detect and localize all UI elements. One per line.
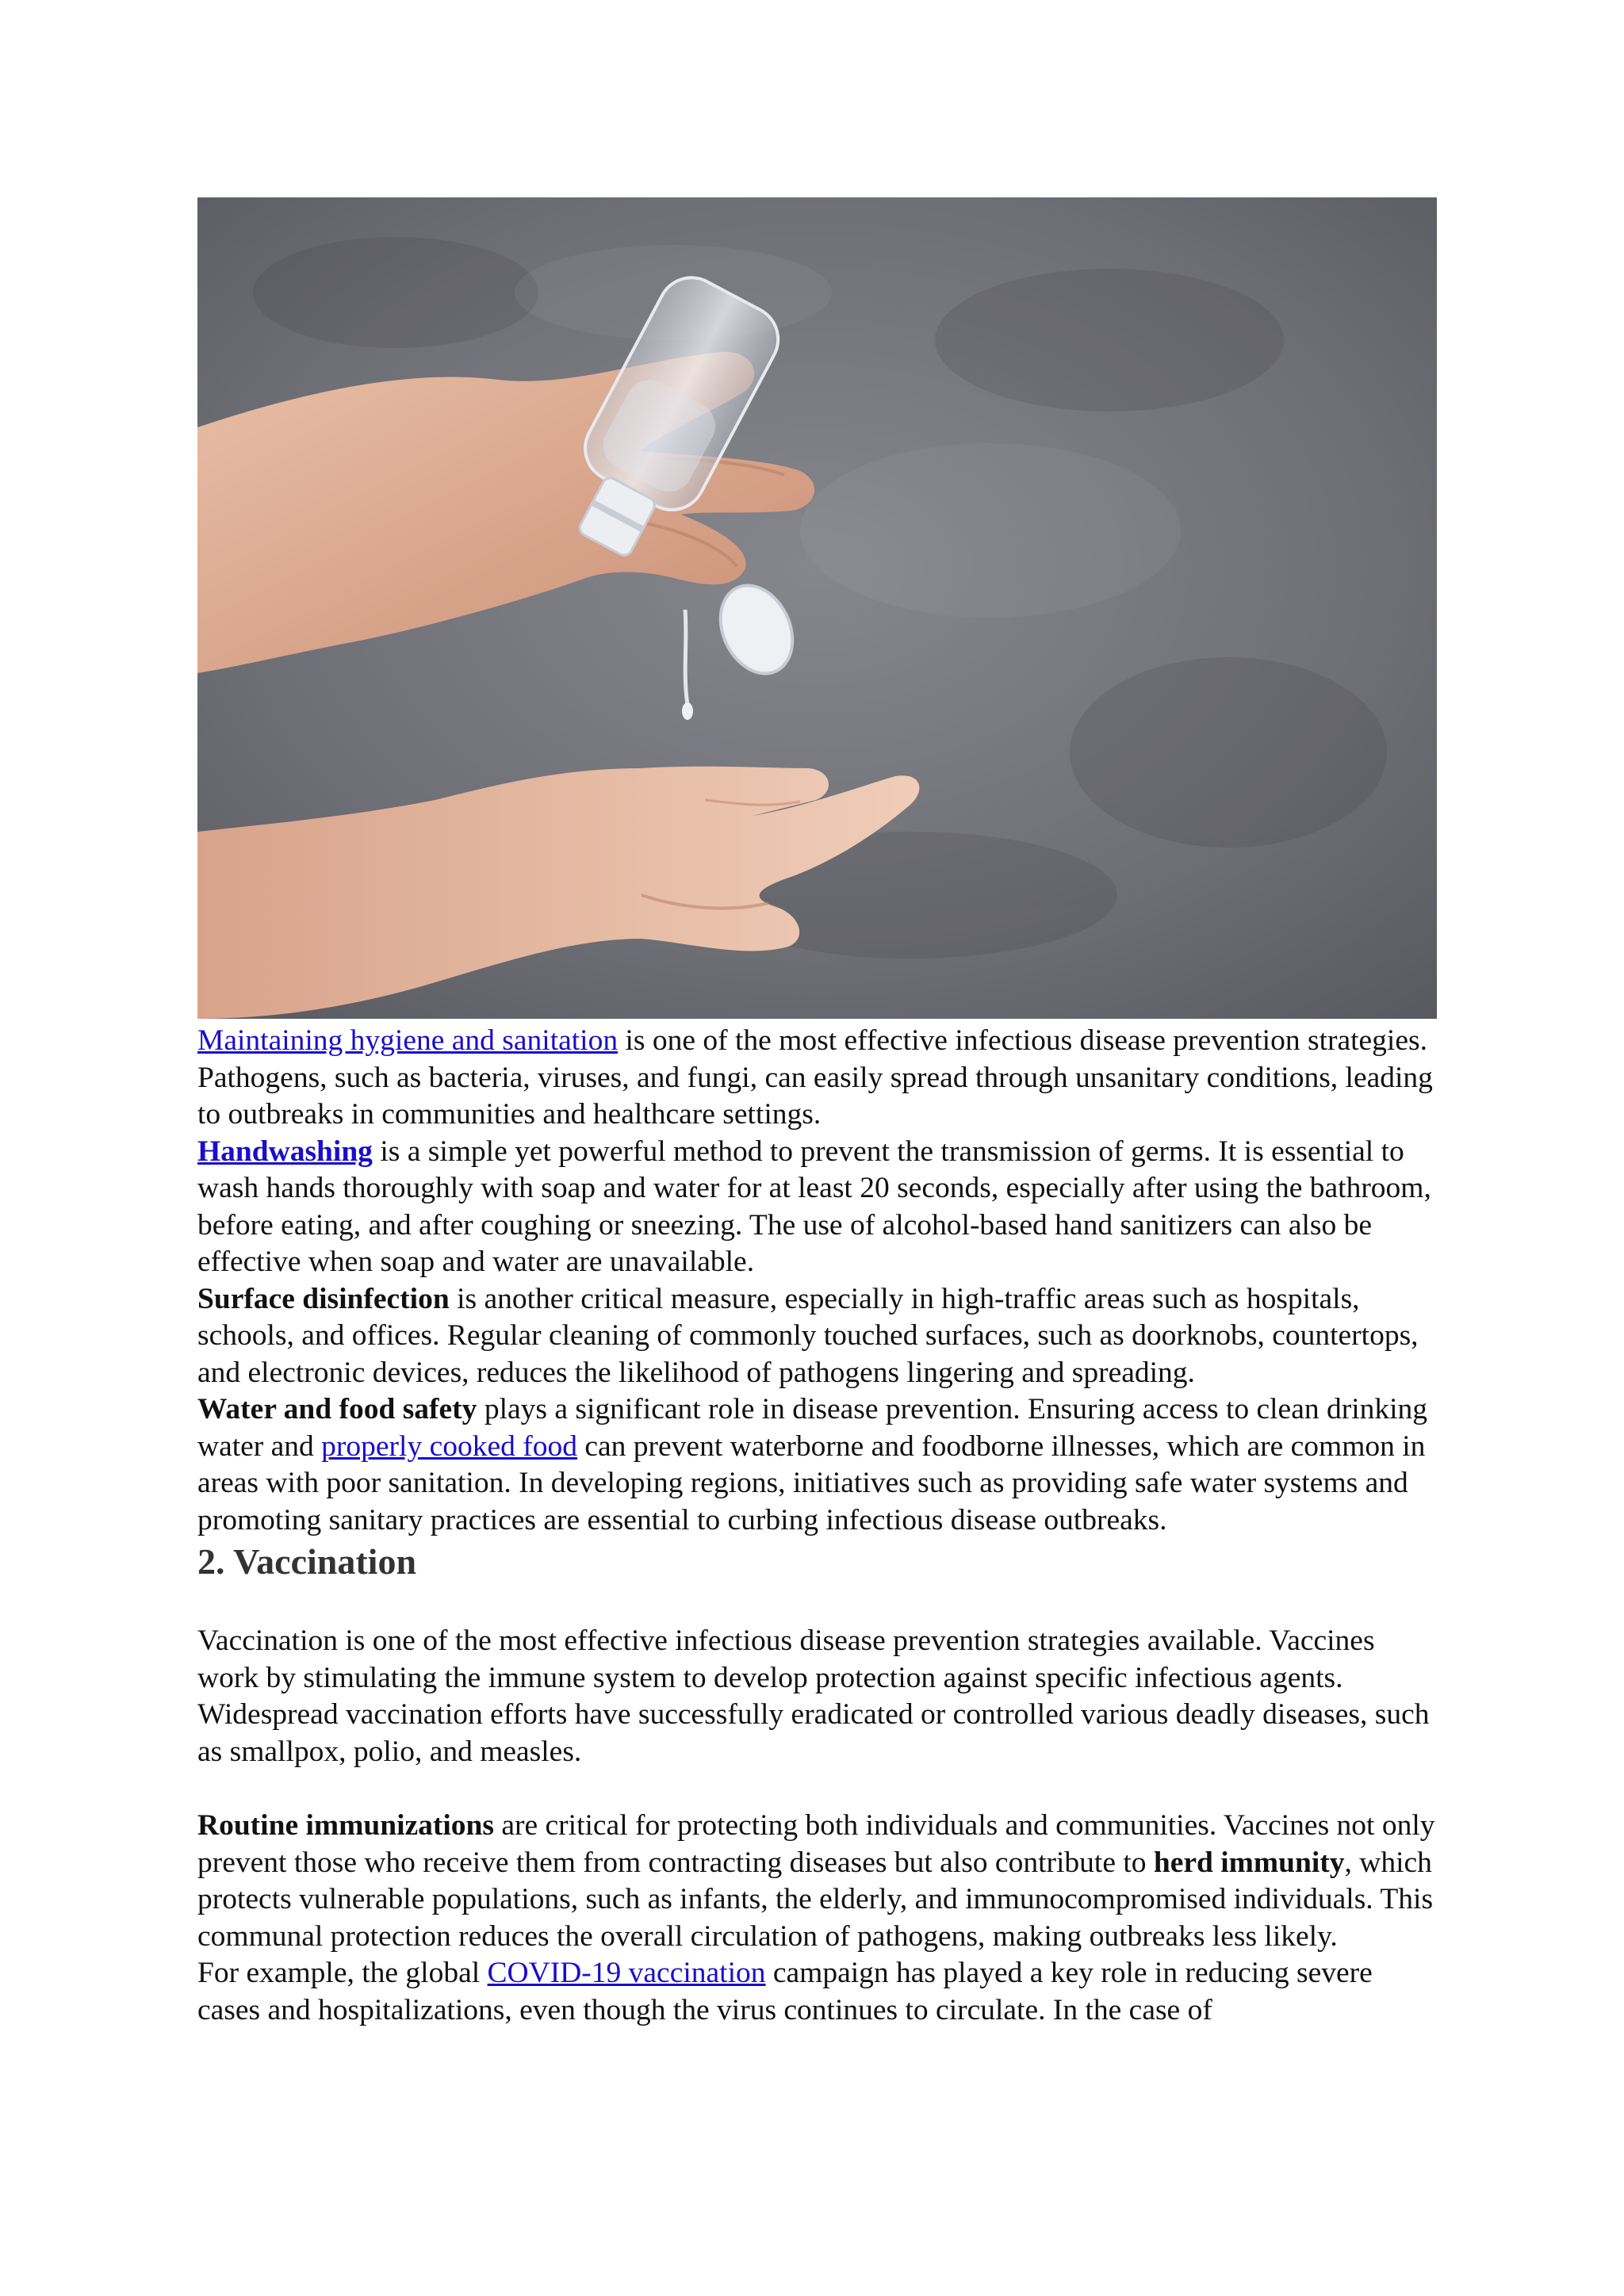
section-heading: 2. Vaccination [197, 1541, 417, 1582]
paragraph-text: is a simple yet powerful method to prevent the transmission of germs. It is essential to wash hands thoroughly with soap and water for at least 20 seconds, especially after using the bathroom, before eating, and after coughing or sneezing. The use of alcohol-based hand sanitizers can also be effective when soap and water are unavailable. [197, 1135, 1431, 1278]
bold-term: Surface disinfection [197, 1282, 450, 1315]
paragraph-text: can prevent waterborne and foodborne illnesses, which are common in areas with poor sanitation. In developing regions, initiatives such as providing safe water systems and promoting sanitary practices are essential to curbing infectious disease outbreaks. [197, 1429, 1426, 1536]
paragraph-routine-immunizations [197, 1808, 1442, 1955]
paragraph-text: are critical for protecting both individuals and communities. Vaccines not only prevent those who receive them from contracting diseases but also contribute to [197, 1809, 1435, 1879]
paragraph-text: plays a significant role in disease prevention. Ensuring access to clean drinking water and [197, 1393, 1428, 1463]
paragraph-text: is one of the most effective infectious disease prevention strategies. Pathogens, such as bacteria, viruses, and fungi, can easily spread through unsanitary conditions, leading to outbreaks in communities and healthcare settings. [197, 1024, 1433, 1131]
paragraph-surface-disinfection [197, 1281, 1442, 1392]
paragraph-hygiene [197, 1023, 1442, 1134]
link-maintaining-hygiene[interactable]: Maintaining hygiene and sanitation [197, 1024, 619, 1057]
link-handwashing[interactable]: Handwashing [197, 1135, 373, 1168]
paragraph-handwashing [197, 1134, 1442, 1281]
spacer [197, 1770, 1442, 1808]
link-covid-19-vaccination[interactable]: COVID-19 vaccination [487, 1957, 766, 1989]
paragraph-covid-example [197, 1955, 1442, 2029]
paragraph-text: campaign has played a key role in reducing severe cases and hospitalizations, even though the virus continues to circulate. In the case of [197, 1957, 1373, 2026]
paragraph-text: , which protects vulnerable populations, such as infants, the elderly, and immunocompromised individuals. This communal protection reduces the overall circulation of pathogens, making outbreaks less likely. [197, 1846, 1434, 1953]
spacer [197, 1585, 1442, 1623]
paragraph-text: Vaccination is one of the most effective infectious disease prevention strategies available. Vaccines work by stimulating the immune system to develop protection against specific infectious agents. Widespread vaccination efforts have successfully eradicated or controlled various deadly diseases, such as smallpox, polio, and measles. [197, 1624, 1430, 1768]
paragraph-vaccination [197, 1623, 1442, 1770]
bold-term: herd immunity [1153, 1846, 1345, 1879]
link-properly-cooked-food[interactable]: properly cooked food [321, 1429, 577, 1463]
article-body [197, 1023, 1442, 2029]
paragraph-text: is another critical measure, especially in high-traffic areas such as hospitals, schools, and offices. Regular cleaning of commonly touched surfaces, such as doorknobs, countertops, and electronic devices, reduces the likelihood of pathogens lingering and spreading. [197, 1282, 1419, 1389]
paragraph-text: For example, the global [197, 1957, 488, 1989]
hand-sanitizer-photo [197, 197, 1437, 1019]
bold-term: Water and food safety [197, 1393, 477, 1425]
bold-term: Routine immunizations [197, 1809, 494, 1842]
paragraph-water-food-safety [197, 1391, 1442, 1539]
